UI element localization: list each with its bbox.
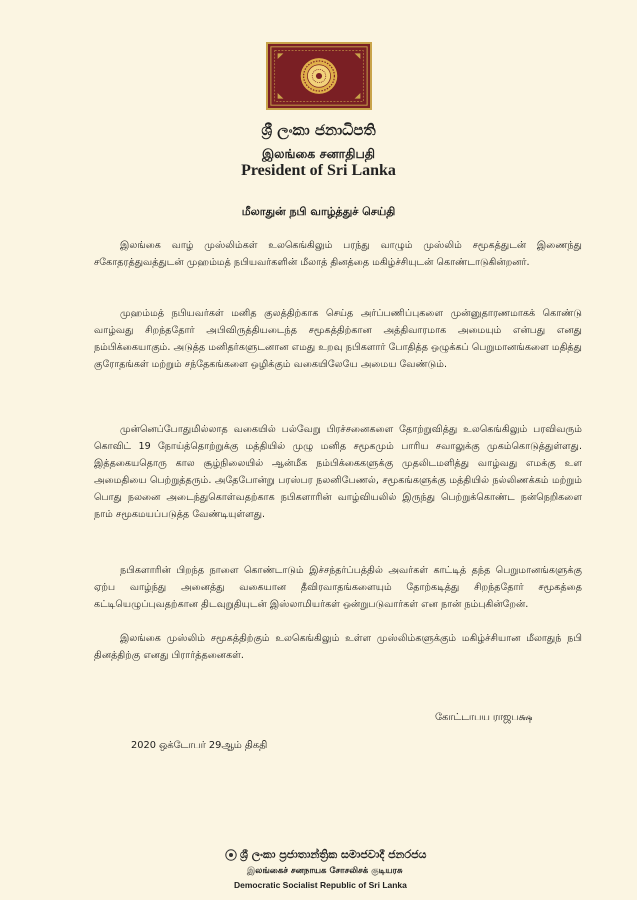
paragraph-2: முஹம்மத் நபியவர்கள் மனித குலத்திற்காக செய்த அர்ப்பணிப்புகளை முன்னுதாரணமாகக் கொண்டு வாழ்வது சிறந்ததோர் அபிவிருத்தியடைந்த சமூகத்திற்கான அத்திவாரமாக அமையும் என்பது எனது நம்பிக்கையாகும். அடுத்த மனிதர்களுடனான எமது உறவு நபிகளார் போதித்த ஒழுக்கப் பெறுமானங்களை மதித்து குரோதங்கள் மற்றும் சந்தேகங்களை ஒழிக்கும் வகையிலேயே அமைய வேண்டும். <box>94 308 582 370</box>
footer-english: Democratic Socialist Republic of Sri Lanka <box>234 880 407 890</box>
presidential-emblem <box>266 42 372 110</box>
signer-name: கோட்டாபய ராஜபக்ஷ <box>435 712 533 723</box>
letter-date: 2020 ஒக்டோபர் 29ஆம் திகதி <box>131 740 268 751</box>
footer-emblem-icon <box>225 849 237 861</box>
paragraph-4: நபிகளாரின் பிறந்த நாளை கொண்டாடும் இச்சந்தர்ப்பத்தில் அவர்கள் காட்டித் தந்த பெறுமானங்களுக்கு ஏற்ப வாழ்ந்து அனைத்து வகையான தீவிரவாதங்களையும் தோற்கடித்து சிறந்ததோர் சமூகத்தை கட்டியெழுப்புவதற்கான திடவுறுதியுடன் இஸ்லாமியர்கள் ஒன்றுபடுவார்கள் என நான் நம்புகின்றேன். <box>94 565 582 610</box>
header-tamil: இலங்கை சனாதிபதி <box>261 146 376 161</box>
header-english: President of Sri Lanka <box>241 162 396 179</box>
paragraph-3: முன்னெப்போதுமில்லாத வகையில் பல்வேறு பிரச்சனைகளை தோற்றுவித்து உலகெங்கிலும் பரவிவரும் கொவிட் 19 நோய்த்தொற்றுக்கு மத்தியில் முழு மனித சமூகமும் பாரிய சவாலுக்கு முகம்கொடுத்துள்ளது. இத்தகையதொரு கால சூழ்நிலையில் ஆன்மீக நம்பிக்கைகளுக்கு முதலிடமளித்து வாழ்வது எமக்கு உள அமைதியை பெற்றுத்தரும். அதேபோன்று பரஸ்பர நலனிபேணல், சமூகங்களுக்கு மத்தியில் நல்லிணக்கம் மற்றும் பொது நலனை அடைந்துகொள்வதற்காக நபிகளாரின் வாழ்வியலில் இருந்து பெற்றுக்கொண்ட நன்நெறிகளை நாம் சமூகமயப்படுத்த வேண்டியுள்ளது. <box>94 424 582 520</box>
paragraph-5: இலங்கை முஸ்லிம் சமூகத்திற்கும் உலகெங்கிலும் உள்ள முஸ்லிம்களுக்கும் மகிழ்ச்சியான மீலாதுந் நபி தினத்திற்கு எனது பிரார்த்தனைகள். <box>94 633 582 661</box>
paragraph-1: இலங்கை வாழ் முஸ்லிம்கள் உலகெங்கிலும் பரந்து வாழும் முஸ்லிம் சமூகத்துடன் இணைந்து சகோதரத்துவத்துடன் முஹம்மத் நபியவர்களின் மீலாத் தினத்தை மகிழ்ச்சியுடன் கொண்டாடுகின்றனர். <box>94 240 582 268</box>
footer-sinhala: ශ්‍රී ලංකා ප්‍රජාතාන්ත්‍රික සමාජවාදී ජනරජය <box>240 848 427 861</box>
header-sinhala: ශ්‍රී ලංකා ජනාධිපති <box>261 121 376 139</box>
footer-tamil: இலங்கைச் சனநாயக சோசலிசக் குடியரசு <box>247 866 403 876</box>
message-title: மீலாதுன் நபி வாழ்த்துச் செய்தி <box>241 205 396 218</box>
